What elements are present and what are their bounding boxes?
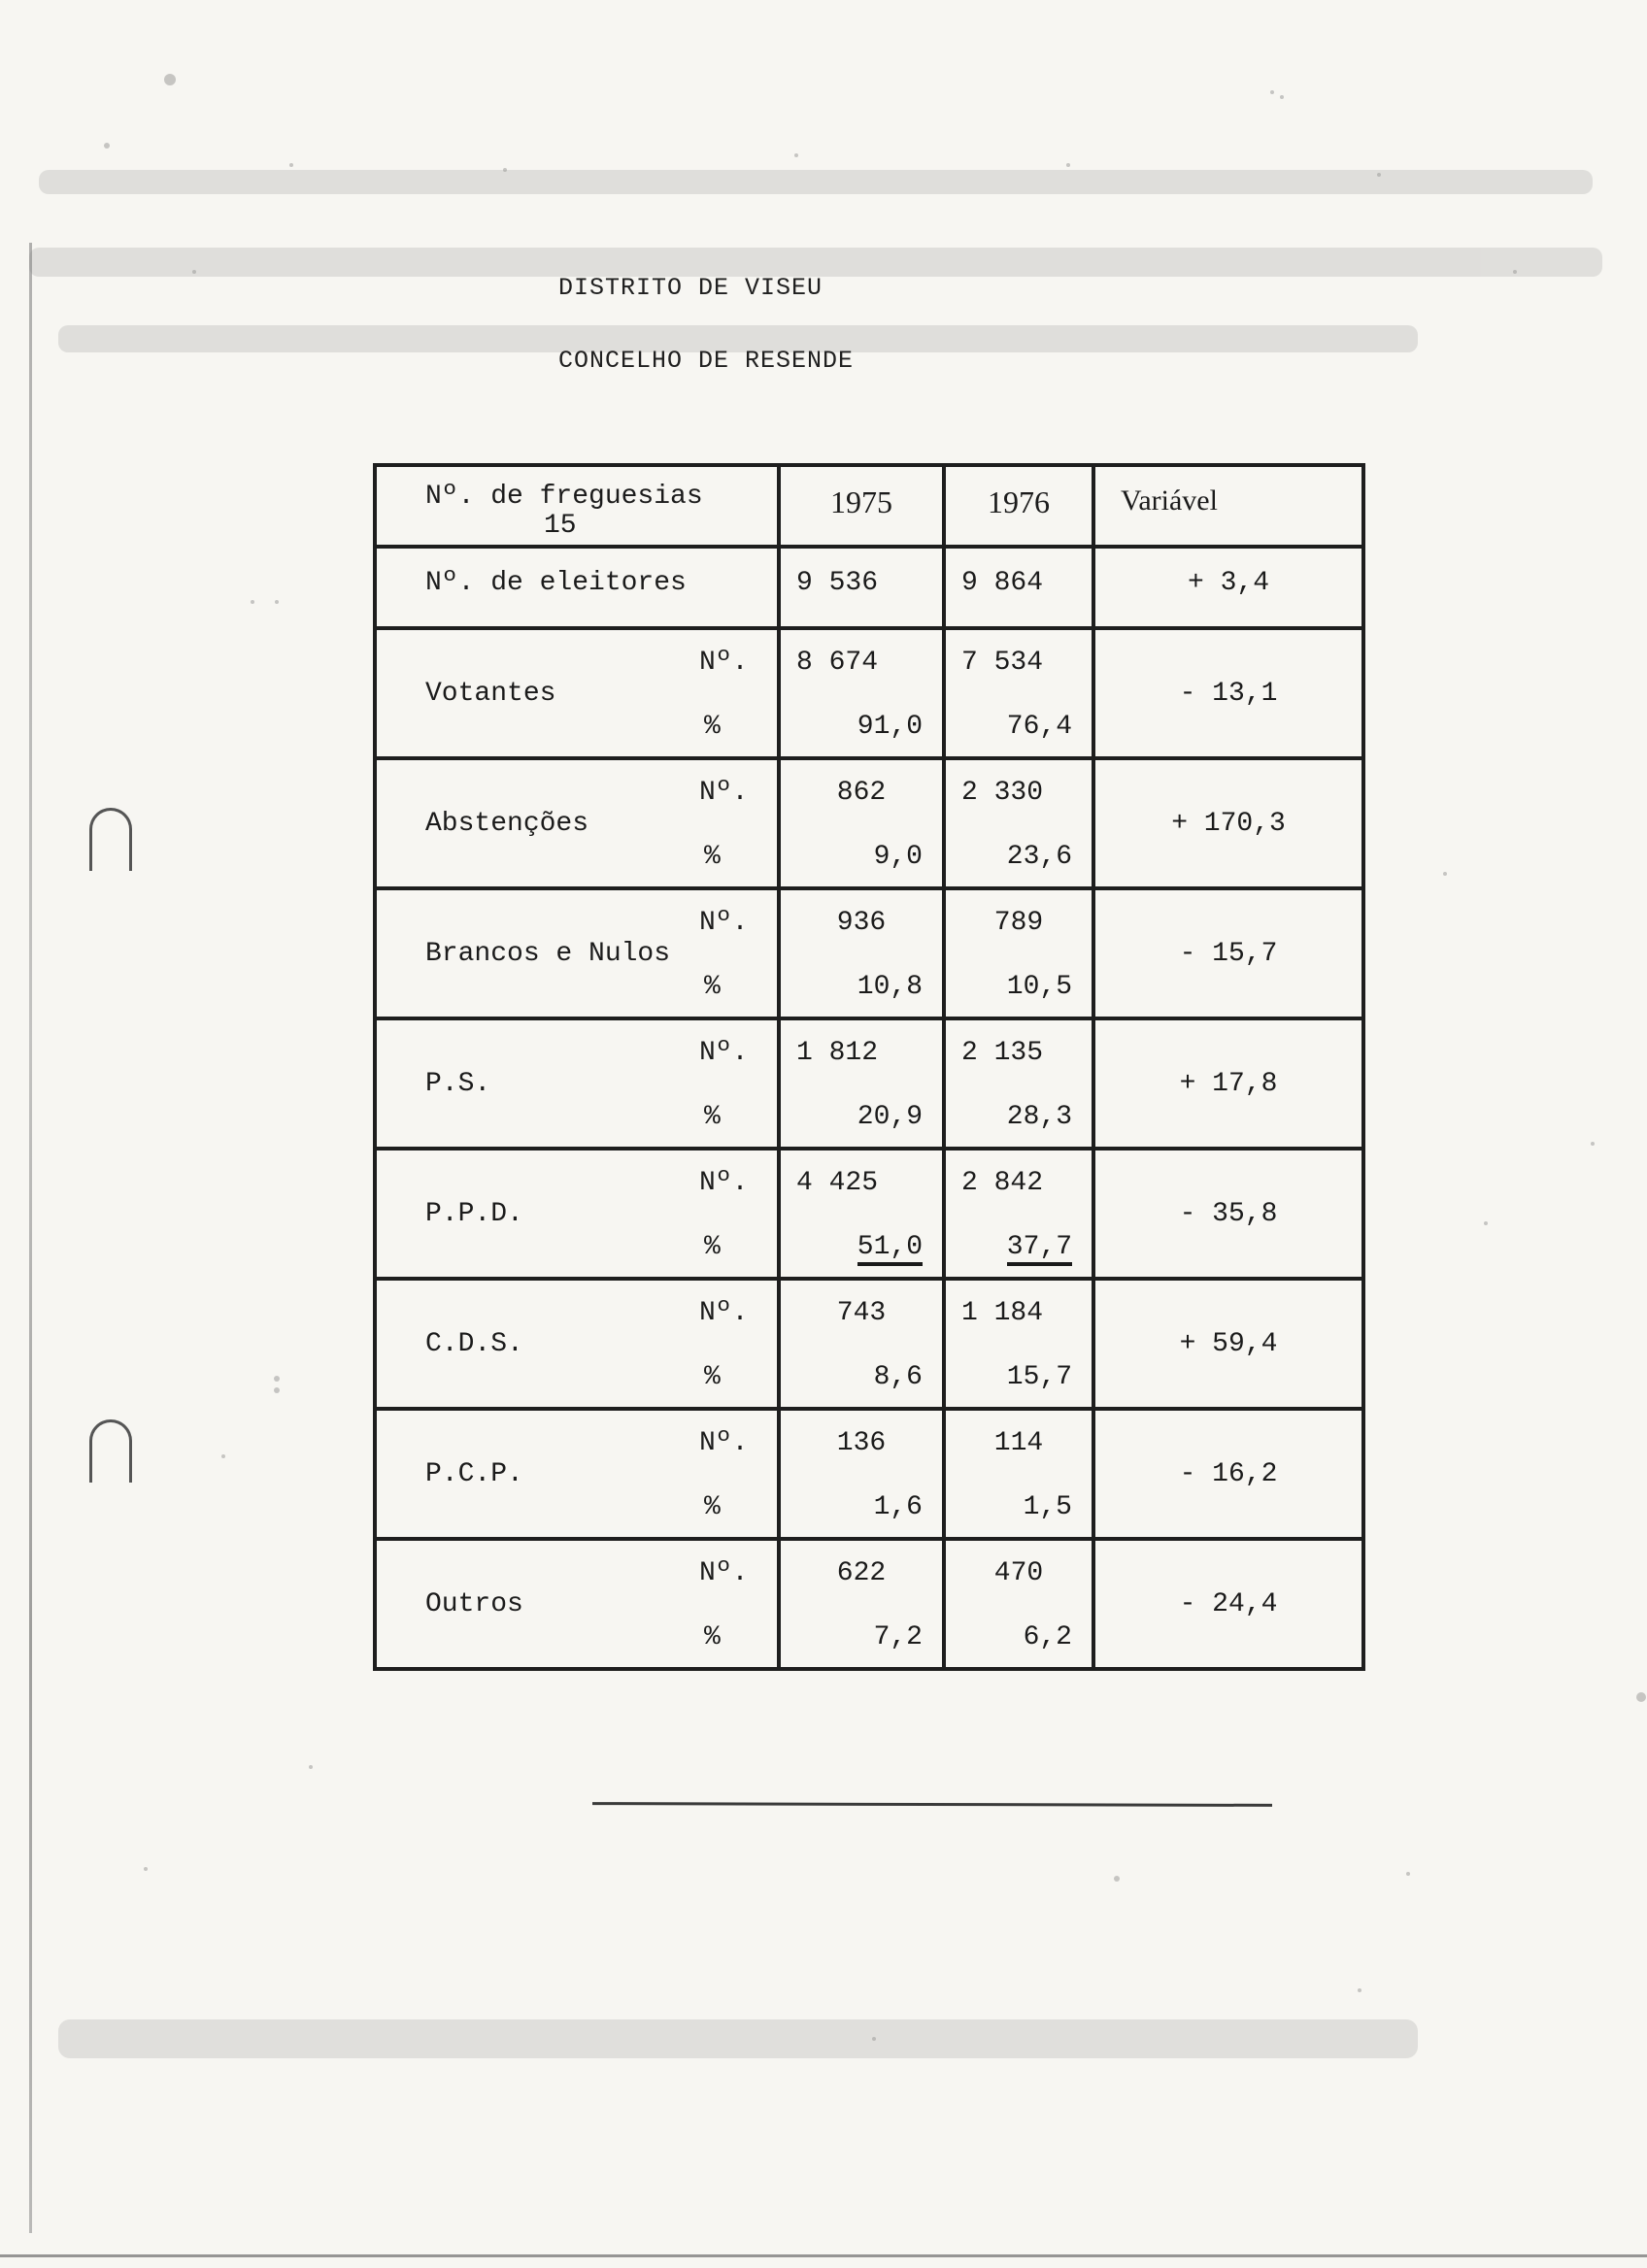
percent-1975: 91,0 <box>857 712 923 742</box>
percent-1975: 8,6 <box>873 1362 923 1392</box>
row-label: P.P.D. <box>425 1199 523 1229</box>
percent-1976: 28,3 <box>1006 1102 1072 1132</box>
electors-label-cell <box>375 547 779 628</box>
percent-1976: 76,4 <box>1006 712 1072 742</box>
percent-1976: 15,7 <box>1006 1362 1072 1392</box>
electors-label: Nº. de eleitores <box>425 568 687 598</box>
header-variation <box>1093 465 1363 547</box>
count-1976: 470 <box>993 1558 1044 1588</box>
cell-variation <box>1093 1279 1363 1409</box>
punch-hole-bottom <box>89 1419 132 1483</box>
table-row <box>375 1539 1363 1669</box>
percent-marker: % <box>704 842 721 872</box>
cell-variation <box>1093 1409 1363 1539</box>
count-1976: 2 135 <box>961 1038 1044 1068</box>
count-1976: 1 184 <box>961 1298 1044 1328</box>
row-label: C.D.S. <box>425 1329 523 1359</box>
count-1975: 936 <box>836 908 887 938</box>
variation-value: + 59,4 <box>1179 1329 1278 1359</box>
row-label: Abstenções <box>425 809 589 839</box>
cell-1976 <box>944 1149 1093 1279</box>
count-1975: 136 <box>836 1428 887 1458</box>
row-label-cell <box>375 1149 779 1279</box>
variation-value: + 17,8 <box>1179 1069 1278 1099</box>
row-label-cell <box>375 628 779 758</box>
count-1975: 4 425 <box>796 1168 879 1198</box>
electors-1976: 9 864 <box>961 568 1044 598</box>
cell-1975 <box>779 1018 944 1149</box>
cell-1976 <box>944 1539 1093 1669</box>
cell-1975 <box>779 1149 944 1279</box>
count-1975: 743 <box>836 1298 887 1328</box>
parishes-label <box>425 483 703 541</box>
table-row <box>375 1279 1363 1409</box>
count-marker: Nº. <box>699 1298 749 1328</box>
cell-1976 <box>944 628 1093 758</box>
variation-value: - 35,8 <box>1179 1199 1278 1229</box>
year-1975-label: 1975 <box>830 484 892 519</box>
row-label: Votantes <box>425 679 556 709</box>
count-marker: Nº. <box>699 1428 749 1458</box>
row-label: Outros <box>425 1589 523 1619</box>
count-marker: Nº. <box>699 1558 749 1588</box>
cell-variation <box>1093 1149 1363 1279</box>
percent-1976-underlined: 37,7 <box>1007 1232 1072 1266</box>
percent-marker: % <box>704 1362 721 1392</box>
cell-1975 <box>779 628 944 758</box>
table-row <box>375 758 1363 888</box>
cell-1976 <box>944 1018 1093 1149</box>
percent-1975: 10,8 <box>857 972 923 1002</box>
percent-marker: % <box>704 1492 721 1522</box>
row-label-cell <box>375 758 779 888</box>
count-marker: Nº. <box>699 648 749 678</box>
electors-1976-cell <box>944 547 1093 628</box>
scan-left-edge <box>29 243 32 2233</box>
percent-marker: % <box>704 1102 721 1132</box>
cell-1975 <box>779 1279 944 1409</box>
count-marker: Nº. <box>699 1038 749 1068</box>
percent-marker: % <box>704 1622 721 1652</box>
percent-1976: 23,6 <box>1006 842 1072 872</box>
table-row <box>375 628 1363 758</box>
count-1975: 622 <box>836 1558 887 1588</box>
table-row <box>375 888 1363 1018</box>
row-label-cell <box>375 1279 779 1409</box>
row-label-cell <box>375 1018 779 1149</box>
cell-1976 <box>944 1279 1093 1409</box>
cell-variation <box>1093 1018 1363 1149</box>
table-row <box>375 1149 1363 1279</box>
electors-variation: + 3,4 <box>1187 568 1269 598</box>
variation-value: - 24,4 <box>1179 1589 1278 1619</box>
row-label-cell <box>375 1409 779 1539</box>
cell-variation <box>1093 758 1363 888</box>
horizontal-rule <box>592 1802 1272 1807</box>
cell-1975 <box>779 888 944 1018</box>
row-label: P.S. <box>425 1069 491 1099</box>
cell-variation <box>1093 628 1363 758</box>
punch-hole-top <box>89 808 132 871</box>
count-1975: 8 674 <box>796 648 879 678</box>
variation-value: - 15,7 <box>1179 939 1278 969</box>
cell-variation <box>1093 888 1363 1018</box>
district-title: DISTRITO DE VISEU <box>558 274 824 302</box>
cell-1976 <box>944 1409 1093 1539</box>
row-label: Brancos e Nulos <box>425 939 671 969</box>
electors-row <box>375 547 1363 628</box>
concelho-title: CONCELHO DE RESENDE <box>558 347 855 375</box>
variation-value: - 13,1 <box>1179 679 1278 709</box>
percent-marker: % <box>704 972 721 1002</box>
header-year-1975 <box>779 465 944 547</box>
count-1976: 2 842 <box>961 1168 1044 1198</box>
count-1976: 2 330 <box>961 778 1044 808</box>
percent-marker: % <box>704 712 721 742</box>
percent-marker: % <box>704 1232 721 1262</box>
percent-1975: 9,0 <box>873 842 923 872</box>
row-label: P.C.P. <box>425 1459 523 1489</box>
table-header-row <box>375 465 1363 547</box>
count-1975: 1 812 <box>796 1038 879 1068</box>
row-label-cell <box>375 888 779 1018</box>
count-marker: Nº. <box>699 778 749 808</box>
scan-bottom-edge <box>0 2254 1647 2257</box>
election-results-table <box>373 463 1365 1671</box>
row-label-cell <box>375 1539 779 1669</box>
percent-1975-underlined: 51,0 <box>857 1232 923 1266</box>
electors-1975-cell <box>779 547 944 628</box>
percent-1976: 1,5 <box>1023 1492 1072 1522</box>
electors-1975: 9 536 <box>796 568 879 598</box>
variation-value: - 16,2 <box>1179 1459 1278 1489</box>
count-1976: 114 <box>993 1428 1044 1458</box>
count-1976: 7 534 <box>961 648 1044 678</box>
cell-variation <box>1093 1539 1363 1669</box>
header-parishes-cell <box>375 465 779 547</box>
parishes-count: 15 <box>544 511 577 541</box>
parishes-label-main: Nº. de freguesias <box>425 482 703 512</box>
header-year-1976 <box>944 465 1093 547</box>
percent-1975: 7,2 <box>873 1622 923 1652</box>
count-marker: Nº. <box>699 1168 749 1198</box>
cell-1976 <box>944 888 1093 1018</box>
count-1975: 862 <box>836 778 887 808</box>
variation-label: Variável <box>1121 484 1218 517</box>
variation-value: + 170,3 <box>1171 809 1286 839</box>
percent-1975: 20,9 <box>857 1102 923 1132</box>
cell-1975 <box>779 1539 944 1669</box>
year-1976-label: 1976 <box>988 484 1050 519</box>
percent-1976: 10,5 <box>1006 972 1072 1002</box>
count-1976: 789 <box>993 908 1044 938</box>
table-row <box>375 1018 1363 1149</box>
cell-1975 <box>779 758 944 888</box>
cell-1976 <box>944 758 1093 888</box>
electors-variation-cell <box>1093 547 1363 628</box>
percent-1976: 6,2 <box>1023 1622 1072 1652</box>
table-row <box>375 1409 1363 1539</box>
count-marker: Nº. <box>699 908 749 938</box>
cell-1975 <box>779 1409 944 1539</box>
percent-1975: 1,6 <box>873 1492 923 1522</box>
